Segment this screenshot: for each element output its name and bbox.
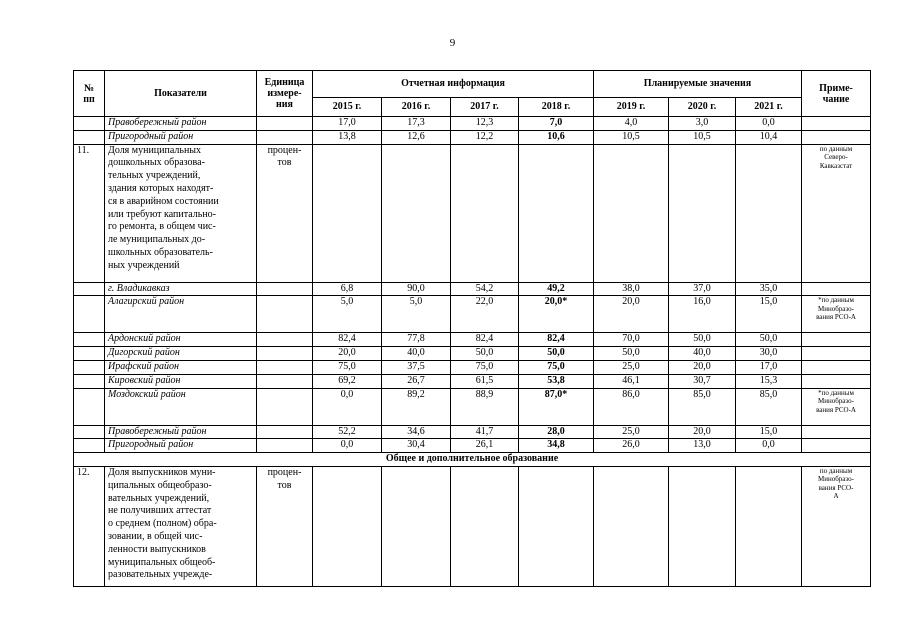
note-cell [802, 282, 871, 296]
unit-cell [257, 388, 313, 425]
indicator-name: Алагирский район [105, 296, 257, 333]
note-cell [802, 117, 871, 131]
unit-cell [257, 333, 313, 347]
note-cell: по данным Минобразо- вания РСО- А [802, 466, 871, 586]
unit-cell [257, 439, 313, 453]
unit-cell [257, 347, 313, 361]
row-number [74, 333, 105, 347]
table-row [74, 347, 871, 361]
note-cell: *по данным Минобразо- вания РСО-А [802, 388, 871, 425]
value-cell: 15,0 [736, 425, 802, 439]
value-cell: 49,2 [519, 282, 594, 296]
note-cell [802, 360, 871, 374]
value-cell: 38,0 [594, 282, 669, 296]
value-cell: 13,0 [669, 439, 736, 453]
value-cell [382, 466, 451, 586]
unit-cell [257, 374, 313, 388]
value-cell: 82,4 [451, 333, 519, 347]
value-cell: 3,0 [669, 117, 736, 131]
header-report: Отчетная информация [313, 71, 594, 98]
row-number: 12. [74, 466, 105, 586]
value-cell: 10,5 [594, 130, 669, 144]
value-cell: 12,2 [451, 130, 519, 144]
value-cell: 87,0* [519, 388, 594, 425]
value-cell: 4,0 [594, 117, 669, 131]
value-cell: 30,0 [736, 347, 802, 361]
header-year: 2016 г. [382, 98, 451, 117]
row-number [74, 117, 105, 131]
value-cell: 5,0 [313, 296, 382, 333]
note-cell [802, 374, 871, 388]
value-cell: 20,0 [594, 296, 669, 333]
row-number [74, 374, 105, 388]
value-cell: 37,5 [382, 360, 451, 374]
table-row [74, 439, 871, 453]
indicator-name: Правобережный район [105, 117, 257, 131]
value-cell: 37,0 [669, 282, 736, 296]
value-cell [669, 144, 736, 282]
unit-cell [257, 282, 313, 296]
indicator-name: Кировский район [105, 374, 257, 388]
indicator-name: Ардонский район [105, 333, 257, 347]
value-cell: 61,5 [451, 374, 519, 388]
indicator-name: Дигорский район [105, 347, 257, 361]
value-cell: 28,0 [519, 425, 594, 439]
table-row [74, 360, 871, 374]
indicator-name: Ирафский район [105, 360, 257, 374]
section-title: Общее и дополнительное образование [74, 453, 871, 467]
note-cell [802, 439, 871, 453]
value-cell: 54,2 [451, 282, 519, 296]
note-cell: по данным Северо- Кавказстат [802, 144, 871, 282]
indicator-name: Пригородный район [105, 130, 257, 144]
note-cell [802, 130, 871, 144]
value-cell [736, 466, 802, 586]
value-cell: 41,7 [451, 425, 519, 439]
value-cell: 20,0 [669, 360, 736, 374]
value-cell: 0,0 [736, 117, 802, 131]
value-cell: 70,0 [594, 333, 669, 347]
row-number [74, 360, 105, 374]
value-cell: 17,0 [313, 117, 382, 131]
page-number: 9 [449, 37, 456, 49]
table-row [74, 388, 871, 425]
value-cell: 89,2 [382, 388, 451, 425]
unit-cell: процен- тов [257, 144, 313, 282]
value-cell: 10,5 [669, 130, 736, 144]
value-cell: 46,1 [594, 374, 669, 388]
value-cell [669, 466, 736, 586]
value-cell: 0,0 [736, 439, 802, 453]
value-cell [594, 144, 669, 282]
indicator-name: Доля муниципальных дошкольных образова- тельных учреждений, здания которых находят- ся в аварийном состоянии или требуют капитально- го ремонта, в общем чис- ле муниципальных до- школьных образователь- ных учреждений [105, 144, 257, 282]
value-cell: 34,8 [519, 439, 594, 453]
note-cell [802, 347, 871, 361]
value-cell: 15,3 [736, 374, 802, 388]
row-number [74, 282, 105, 296]
value-cell: 25,0 [594, 360, 669, 374]
value-cell: 12,3 [451, 117, 519, 131]
value-cell: 10,4 [736, 130, 802, 144]
value-cell: 7,0 [519, 117, 594, 131]
value-cell: 75,0 [519, 360, 594, 374]
value-cell: 20,0 [669, 425, 736, 439]
table-row [74, 144, 871, 282]
value-cell [313, 144, 382, 282]
value-cell: 86,0 [594, 388, 669, 425]
value-cell [594, 466, 669, 586]
note-cell [802, 333, 871, 347]
header-year: 2017 г. [451, 98, 519, 117]
value-cell: 30,7 [669, 374, 736, 388]
row-number: 11. [74, 144, 105, 282]
table-row [74, 333, 871, 347]
header-plan: Планируемые значения [594, 71, 802, 98]
row-number [74, 425, 105, 439]
row-number [74, 439, 105, 453]
table-row [74, 296, 871, 333]
value-cell: 20,0 [313, 347, 382, 361]
value-cell: 50,0 [519, 347, 594, 361]
unit-cell [257, 360, 313, 374]
value-cell: 10,6 [519, 130, 594, 144]
value-cell: 52,2 [313, 425, 382, 439]
indicator-name: Моздокский район [105, 388, 257, 425]
table-row [74, 466, 871, 586]
value-cell: 5,0 [382, 296, 451, 333]
indicator-name: г. Владикавказ [105, 282, 257, 296]
indicator-name: Пригородный район [105, 439, 257, 453]
value-cell: 12,6 [382, 130, 451, 144]
value-cell: 30,4 [382, 439, 451, 453]
value-cell: 40,0 [669, 347, 736, 361]
value-cell [519, 466, 594, 586]
value-cell: 77,8 [382, 333, 451, 347]
unit-cell [257, 130, 313, 144]
header-num: № пп [74, 71, 105, 117]
unit-cell [257, 296, 313, 333]
value-cell: 17,3 [382, 117, 451, 131]
value-cell: 40,0 [382, 347, 451, 361]
header-unit: Единица измере- ния [257, 71, 313, 117]
value-cell [519, 144, 594, 282]
unit-cell [257, 425, 313, 439]
row-number [74, 296, 105, 333]
value-cell [313, 466, 382, 586]
value-cell: 16,0 [669, 296, 736, 333]
value-cell [451, 466, 519, 586]
value-cell: 6,8 [313, 282, 382, 296]
value-cell: 88,9 [451, 388, 519, 425]
value-cell [382, 144, 451, 282]
note-cell [802, 425, 871, 439]
row-number [74, 347, 105, 361]
header-indicator: Показатели [105, 71, 257, 117]
value-cell: 0,0 [313, 388, 382, 425]
unit-cell: процен- тов [257, 466, 313, 586]
row-number [74, 130, 105, 144]
table-body [74, 117, 871, 587]
value-cell: 85,0 [736, 388, 802, 425]
value-cell: 22,0 [451, 296, 519, 333]
value-cell [736, 144, 802, 282]
value-cell: 26,0 [594, 439, 669, 453]
value-cell: 25,0 [594, 425, 669, 439]
value-cell: 15,0 [736, 296, 802, 333]
value-cell: 82,4 [313, 333, 382, 347]
value-cell: 20,0* [519, 296, 594, 333]
value-cell: 50,0 [669, 333, 736, 347]
note-cell: *по данным Минобразо- вания РСО-А [802, 296, 871, 333]
table-row [74, 425, 871, 439]
value-cell: 90,0 [382, 282, 451, 296]
table-row [74, 282, 871, 296]
indicators-table [73, 70, 871, 587]
table-row [74, 374, 871, 388]
value-cell: 85,0 [669, 388, 736, 425]
value-cell: 34,6 [382, 425, 451, 439]
value-cell: 0,0 [313, 439, 382, 453]
value-cell: 82,4 [519, 333, 594, 347]
value-cell: 69,2 [313, 374, 382, 388]
section-row [74, 453, 871, 467]
table-row [74, 130, 871, 144]
value-cell: 75,0 [451, 360, 519, 374]
value-cell: 75,0 [313, 360, 382, 374]
indicator-name: Доля выпускников муни- ципальных общеобразо- вательных учреждений, не получивших аттестат о среднем (полном) обра- зовании, в общей чис- ленности выпускников муниципальных общеоб- разовательных учрежде- [105, 466, 257, 586]
header-note: Приме- чание [802, 71, 871, 117]
table-row [74, 117, 871, 131]
header-year: 2019 г. [594, 98, 669, 117]
header-year: 2018 г. [519, 98, 594, 117]
value-cell: 13,8 [313, 130, 382, 144]
header-year: 2021 г. [736, 98, 802, 117]
header-year: 2015 г. [313, 98, 382, 117]
value-cell: 17,0 [736, 360, 802, 374]
row-number [74, 388, 105, 425]
value-cell: 50,0 [594, 347, 669, 361]
value-cell: 35,0 [736, 282, 802, 296]
value-cell: 26,1 [451, 439, 519, 453]
value-cell: 53,8 [519, 374, 594, 388]
header-year: 2020 г. [669, 98, 736, 117]
unit-cell [257, 117, 313, 131]
value-cell: 50,0 [736, 333, 802, 347]
value-cell: 26,7 [382, 374, 451, 388]
value-cell [451, 144, 519, 282]
value-cell: 50,0 [451, 347, 519, 361]
indicator-name: Правобережный район [105, 425, 257, 439]
